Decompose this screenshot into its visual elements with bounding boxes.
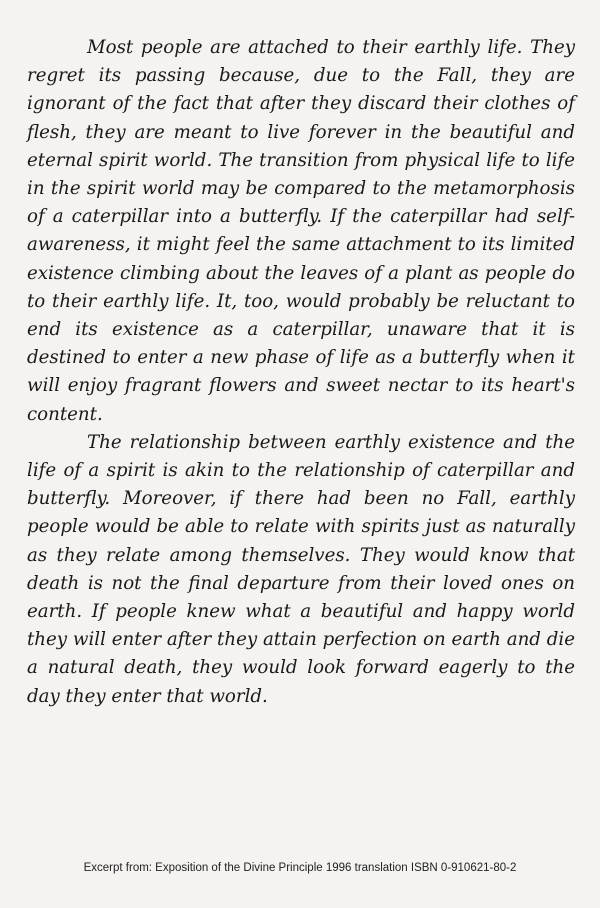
excerpt-body	[27, 34, 575, 711]
source-citation: Excerpt from: Exposition of the Divine Principle 1996 translation ISBN 0-910621-80-2	[83, 862, 517, 874]
paragraph-2: The relationship between earthly existence and the life of a spirit is akin to the relationship of caterpillar and butterfly. Moreover, if there had been no Fall, earthly people would be able to relate with spirits just as naturally as they relate among themselves. They would know that death is not the final departure from their loved ones on earth. If people knew what a beautiful and happy world they will enter after they attain perfection on earth and die a natural death, they would look forward eagerly to the day they enter that world.	[27, 431, 575, 707]
paragraph-1: Most people are attached to their earthly life. They regret its passing because, due to the Fall, they are ignorant of the fact that after they discard their clothes of flesh, they are meant to live forever in the beautiful and eternal spirit world. The transition from physical life to life in the spirit world may be compared to the metamorphosis of a caterpillar into a butterfly. If the caterpillar had self-awareness, it might feel the same attachment to its limited existence climbing about the leaves of a plant as people do to their earthly life. It, too, would probably be reluctant to end its existence as a caterpillar, unaware that it is destined to enter a new phase of life as a butterfly when it will enjoy fragrant flowers and sweet nectar to its heart's content.	[27, 37, 575, 425]
